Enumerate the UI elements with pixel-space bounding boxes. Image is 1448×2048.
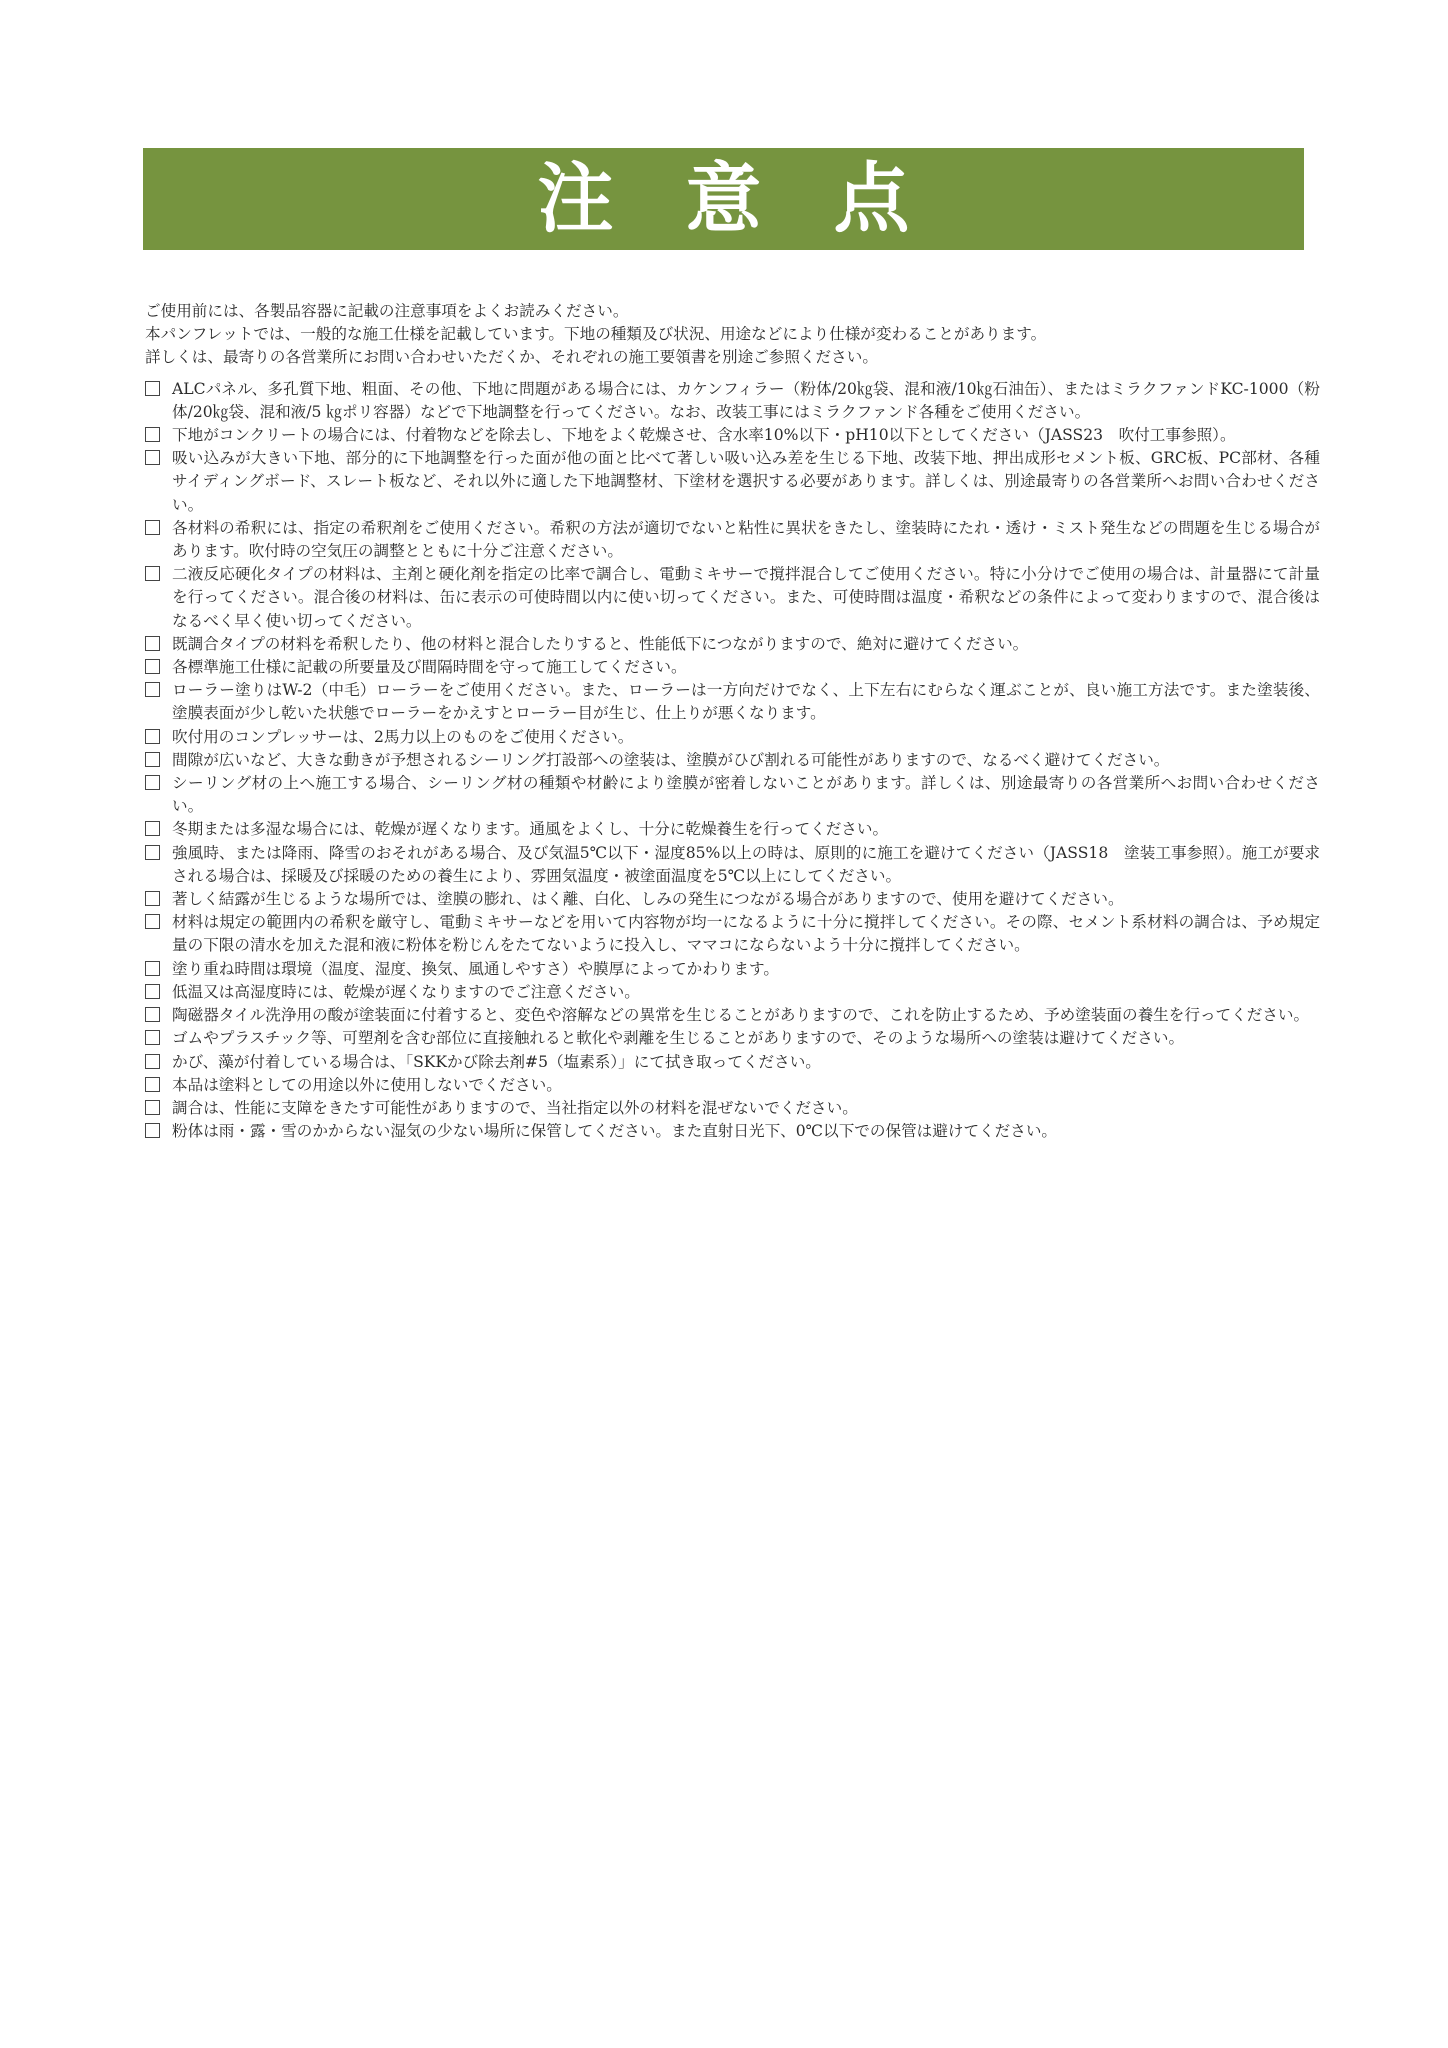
note-text: 冬期または多湿な場合には、乾燥が遅くなります。通風をよくし、十分に乾燥養生を行ってください。: [172, 820, 889, 839]
checkbox-icon: [145, 821, 160, 836]
note-text: ローラー塗りはW-2（中毛）ローラーをご使用ください。また、ローラーは一方向だけでなく、上下左右にむらなく運ぶことが、良い施工方法です。また塗装後、塗膜表面が少し乾いた状態でローラーをかえすとローラー目が生じ、仕上りが悪くなります。: [172, 681, 1320, 723]
note-text: 強風時、または降雨、降雪のおそれがある場合、及び気温5℃以下・湿度85%以上の時は、原則的に施工を避けてください（JASS18 塗装工事参照）。施工が要求される場合は、採暖及び採暖のための養生により、雰囲気温度・被塗面温度を5℃以上にしてください。: [172, 843, 1320, 885]
list-item: [145, 656, 1320, 679]
intro-block: [145, 300, 1320, 370]
checkbox-icon: [145, 1100, 160, 1115]
list-item: [145, 563, 1320, 633]
title-banner: [143, 148, 1304, 250]
checkbox-icon: [145, 984, 160, 999]
list-item: [145, 447, 1320, 517]
note-text: 調合は、性能に支障をきたす可能性がありますので、当社指定以外の材料を混ぜないでください。: [172, 1098, 858, 1117]
checkbox-icon: [145, 1077, 160, 1092]
checkbox-icon: [145, 729, 160, 744]
note-text: 間隙が広いなど、大きな動きが予想されるシーリング打設部への塗装は、塗膜がひび割れる可能性がありますので、なるべく避けてください。: [172, 750, 1170, 769]
list-item: [145, 958, 1320, 981]
note-text: 本品は塗料としての用途以外に使用しないでください。: [172, 1075, 562, 1094]
note-text: 二液反応硬化タイプの材料は、主剤と硬化剤を指定の比率で調合し、電動ミキサーで撹拌混合してご使用ください。特に小分けでご使用の場合は、計量器にて計量を行ってください。混合後の材料は、缶に表示の可使時間以内に使い切ってください。また、可使時間は温度・希釈などの条件によって変わりますので、混合後はなるべく早く使い切ってください。: [172, 565, 1320, 630]
checkbox-icon: [145, 450, 160, 465]
note-text: 既調合タイプの材料を希釈したり、他の材料と混合したりすると、性能低下につながりますので、絶対に避けてください。: [172, 634, 1029, 653]
list-item: [145, 818, 1320, 841]
checkbox-icon: [145, 427, 160, 442]
note-text: かび、藻が付着している場合は、「SKKかび除去剤#5（塩素系）」にて拭き取ってください。: [172, 1052, 821, 1071]
note-text: 粉体は雨・露・雪のかからない湿気の少ない場所に保管してください。また直射日光下、0℃以下での保管は避けてください。: [172, 1122, 1058, 1141]
list-item: [145, 981, 1320, 1004]
list-item: [145, 1051, 1320, 1074]
notes-list: [145, 378, 1320, 1144]
checkbox-icon: [145, 1007, 160, 1022]
checkbox-icon: [145, 682, 160, 697]
intro-line: 本パンフレットでは、一般的な施工仕様を記載しています。下地の種類及び状況、用途などにより仕様が変わることがあります。: [145, 325, 1047, 344]
list-item: [145, 1120, 1320, 1143]
list-item: [145, 888, 1320, 911]
intro-line: 詳しくは、最寄りの各営業所にお問い合わせいただくか、それぞれの施工要領書を別途ご参照ください。: [145, 348, 878, 367]
checkbox-icon: [145, 1030, 160, 1045]
note-text: 著しく結露が生じるような場所では、塗膜の膨れ、はく離、白化、しみの発生につながる場合がありますので、使用を避けてください。: [172, 890, 1124, 909]
checkbox-icon: [145, 961, 160, 976]
checkbox-icon: [145, 775, 160, 790]
note-text: 低温又は高湿度時には、乾燥が遅くなりますのでご注意ください。: [172, 982, 640, 1001]
list-item: [145, 772, 1320, 818]
note-text: シーリング材の上へ施工する場合、シーリング材の種類や材齢により塗膜が密着しないことがあります。詳しくは、別途最寄りの各営業所へお問い合わせください。: [172, 774, 1320, 816]
note-text: 吹付用のコンプレッサーは、2馬力以上のものをご使用ください。: [172, 727, 634, 746]
checkbox-icon: [145, 752, 160, 767]
note-text: 吸い込みが大きい下地、部分的に下地調整を行った面が他の面と比べて著しい吸い込み差を生じる下地、改装下地、押出成形セメント板、GRC板、PC部材、各種サイディングボード、スレート板など、それ以外に適した下地調整材、下塗材を選択する必要があります。詳しくは、別途最寄りの各営業所へお問い合わせください。: [172, 449, 1320, 514]
page-title: 注意点: [537, 154, 982, 243]
list-item: [145, 911, 1320, 957]
checkbox-icon: [145, 636, 160, 651]
note-text: 各材料の希釈には、指定の希釈剤をご使用ください。希釈の方法が適切でないと粘性に異状をきたし、塗装時にたれ・透け・ミスト発生などの問題を生じる場合があります。吹付時の空気圧の調整とともに十分ご注意ください。: [172, 518, 1320, 561]
note-text: ゴムやプラスチック等、可塑剤を含む部位に直接触れると軟化や剥離を生じることがありますので、そのような場所への塗装は避けてください。: [172, 1029, 1185, 1048]
list-item: [145, 679, 1320, 725]
note-text: 材料は規定の範囲内の希釈を厳守し、電動ミキサーなどを用いて内容物が均一になるように十分に撹拌してください。その際、セメント系材料の調合は、予め規定量の下限の清水を加えた混和液に粉体を粉じんをたてないように投入し、ママコにならないよう十分に撹拌してください。: [172, 913, 1320, 955]
list-item: [145, 633, 1320, 656]
list-item: [145, 1097, 1320, 1120]
list-item: [145, 1027, 1320, 1050]
note-text: ALCパネル、多孔質下地、粗面、その他、下地に問題がある場合には、カケンフィラー（粉体/20㎏袋、混和液/10㎏石油缶）、またはミラクファンドKC-1000（粉体/20㎏袋、混和液/5 ㎏ポリ容器）などで下地調整を行ってください。なお、改装工事にはミラクファンド各種をご使用ください。: [172, 379, 1320, 421]
checkbox-icon: [145, 520, 160, 535]
checkbox-icon: [145, 381, 160, 396]
list-item: [145, 1074, 1320, 1097]
notes-content: [145, 300, 1320, 1143]
list-item: [145, 842, 1320, 888]
list-item: [145, 726, 1320, 749]
note-text: 塗り重ね時間は環境（温度、湿度、換気、風通しやすさ）や膜厚によってかわります。: [172, 959, 779, 978]
list-item: [145, 517, 1320, 563]
list-item: [145, 749, 1320, 772]
checkbox-icon: [145, 845, 160, 860]
checkbox-icon: [145, 659, 160, 674]
checkbox-icon: [145, 1123, 160, 1138]
checkbox-icon: [145, 1054, 160, 1069]
list-item: [145, 424, 1320, 447]
note-text: 各標準施工仕様に記載の所要量及び間隔時間を守って施工してください。: [172, 658, 687, 677]
note-text: 下地がコンクリートの場合には、付着物などを除去し、下地をよく乾燥させ、含水率10%以下・pH10以下としてください（JASS23 吹付工事参照）。: [172, 426, 1236, 445]
checkbox-icon: [145, 914, 160, 929]
checkbox-icon: [145, 891, 160, 906]
checkbox-icon: [145, 566, 160, 581]
intro-line: ご使用前には、各製品容器に記載の注意事項をよくお読みください。: [145, 302, 629, 320]
list-item: [145, 378, 1320, 424]
list-item: [145, 1004, 1320, 1027]
note-text: 陶磁器タイル洗浄用の酸が塗装面に付着すると、変色や溶解などの異常を生じることがありますので、これを防止するため、予め塗装面の養生を行ってください。: [172, 1006, 1310, 1025]
